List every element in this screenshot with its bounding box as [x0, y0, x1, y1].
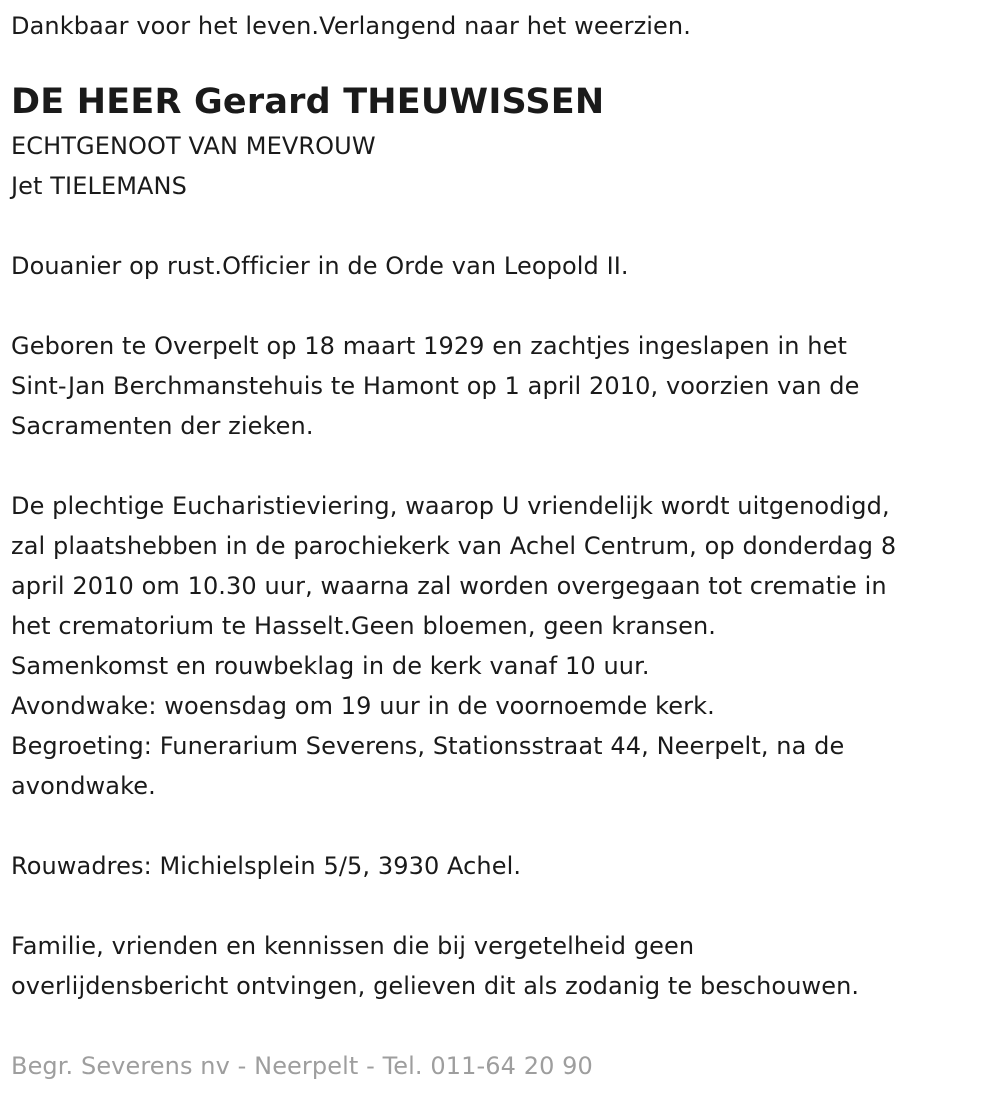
- spouse-name: Jet TIELEMANS: [11, 172, 187, 200]
- ceremony-line: Avondwake: woensdag om 19 uur in de voornoemde kerk.: [11, 692, 715, 720]
- spacer: [11, 1006, 996, 1046]
- ceremony-line: april 2010 om 10.30 uur, waarna zal worden overgegaan tot crematie in: [11, 572, 887, 600]
- ceremony-line: het crematorium te Hasselt.Geen bloemen, geen kransen.: [11, 612, 717, 640]
- motto: Dankbaar voor het leven.Verlangend naar het weerzien.: [11, 12, 691, 40]
- birth-line: Geboren te Overpelt op 18 maart 1929 en zachtjes ingeslapen in het: [11, 332, 847, 360]
- family-line: Familie, vrienden en kennissen die bij vergetelheid geen: [11, 932, 695, 960]
- ceremony-paragraph: [11, 486, 996, 806]
- ceremony-line: Samenkomst en rouwbeklag in de kerk vanaf 10 uur.: [11, 652, 650, 680]
- birth-line: Sacramenten der zieken.: [11, 412, 314, 440]
- birth-paragraph: [11, 326, 996, 446]
- spacer: [11, 446, 996, 486]
- ceremony-line: zal plaatshebben in de parochiekerk van Achel Centrum, op donderdag 8: [11, 532, 897, 560]
- spacer: [11, 806, 996, 846]
- spacer: [11, 286, 996, 326]
- mourning-address: Rouwadres: Michielsplein 5/5, 3930 Achel.: [11, 852, 522, 880]
- obituary-notice: [11, 6, 996, 1086]
- family-line: overlijdensbericht ontvingen, gelieven dit als zodanig te beschouwen.: [11, 972, 860, 1000]
- spouse-title: ECHTGENOOT VAN MEVROUW: [11, 132, 376, 160]
- funeral-home-footer: Begr. Severens nv - Neerpelt - Tel. 011-64 20 90: [11, 1052, 593, 1080]
- spacer: [11, 886, 996, 926]
- ceremony-line: De plechtige Eucharistieviering, waarop U vriendelijk wordt uitgenodigd,: [11, 492, 890, 520]
- occupation: Douanier op rust.Officier in de Orde van Leopold II.: [11, 252, 629, 280]
- ceremony-line: avondwake.: [11, 772, 156, 800]
- deceased-name: DE HEER Gerard THEUWISSEN: [11, 82, 605, 122]
- family-paragraph: [11, 926, 996, 1006]
- ceremony-line: Begroeting: Funerarium Severens, Stationsstraat 44, Neerpelt, na de: [11, 732, 845, 760]
- birth-line: Sint-Jan Berchmanstehuis te Hamont op 1 april 2010, voorzien van de: [11, 372, 860, 400]
- spacer: [11, 206, 996, 246]
